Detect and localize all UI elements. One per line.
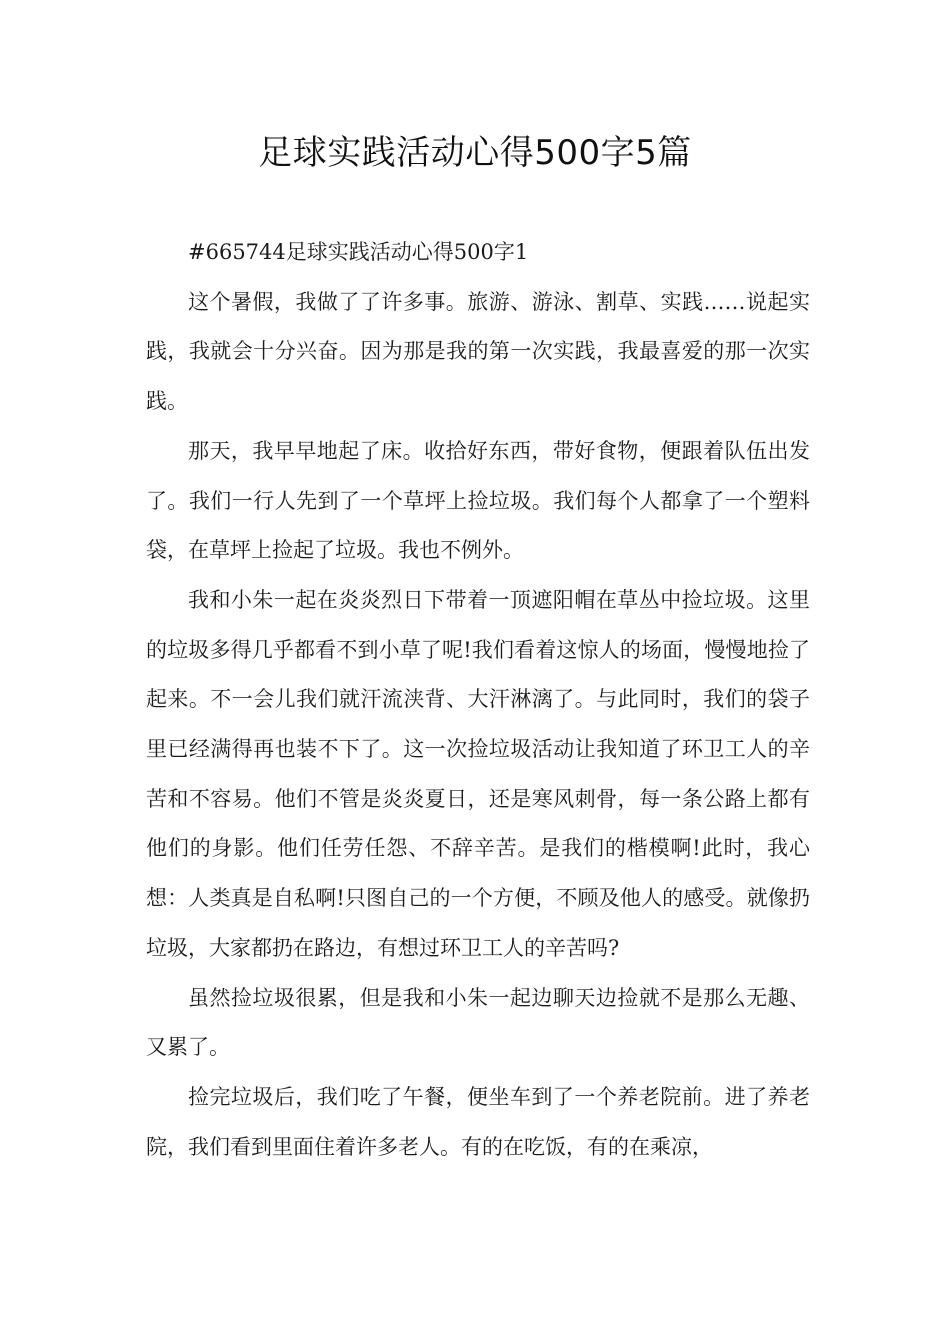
- paragraph: 捡完垃圾后，我们吃了午餐，便坐车到了一个养老院前。进了养老院，我们看到里面住着许多老人。有的在吃饭，有的在乘凉，: [146, 1084, 810, 1159]
- document-body: [146, 228, 810, 1172]
- paragraph: 虽然捡垃圾很累，但是我和小朱一起边聊天边捡就不是那么无趣、又累了。: [146, 985, 810, 1060]
- paragraph: 这个暑假，我做了了许多事。旅游、游泳、割草、实践……说起实践，我就会十分兴奋。因为那是我的第一次实践，我最喜爱的那一次实践。: [146, 289, 810, 414]
- paragraph-heading: #665744足球实践活动心得500字1: [188, 240, 529, 264]
- document-title: 足球实践活动心得500字5篇: [258, 133, 692, 173]
- paragraph: 那天，我早早地起了床。收拾好东西，带好食物，便跟着队伍出发了。我们一行人先到了一个草坪上捡垃圾。我们每个人都拿了一个塑料袋，在草坪上捡起了垃圾。我也不例外。: [146, 438, 810, 563]
- paragraph: 我和小朱一起在炎炎烈日下带着一顶遮阳帽在草丛中捡垃圾。这里的垃圾多得几乎都看不到小草了呢!我们看着这惊人的场面，慢慢地捡了起来。不一会儿我们就汗流浃背、大汗淋漓了。与此同时，我们的袋子里已经满得再也装不下了。这一次捡垃圾活动让我知道了环卫工人的辛苦和不容易。他们不管是炎炎夏日，还是寒风刺骨，每一条公路上都有他们的身影。他们任劳任怨、不辞辛苦。是我们的楷模啊!此时，我心想：人类真是自私啊!只图自己的一个方便，不顾及他人的感受。就像扔垃圾，大家都扔在路边，有想过环卫工人的辛苦吗?: [146, 587, 810, 960]
